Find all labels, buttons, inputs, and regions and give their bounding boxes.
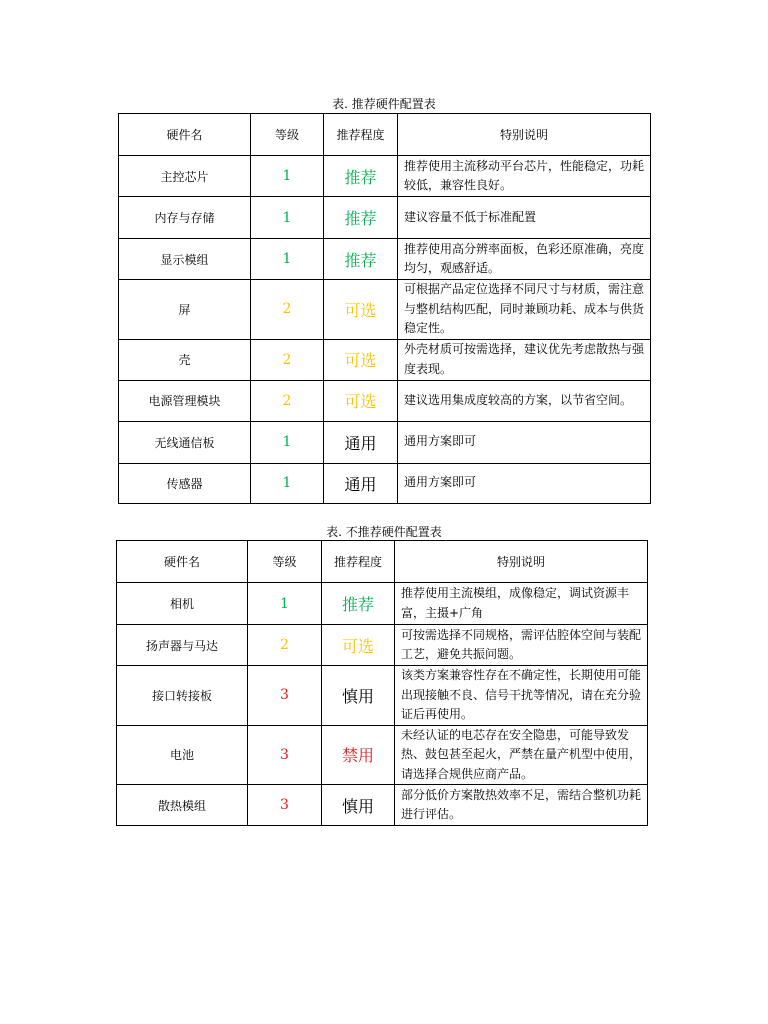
header-hardware-name: 硬件名: [119, 114, 251, 156]
recommended-hardware-table: [118, 113, 651, 504]
hardware-name-cell: 散热模组: [117, 785, 248, 826]
table1-caption: 表. 推荐硬件配置表: [332, 97, 436, 111]
table-row: [119, 380, 651, 421]
header-recommendation: 推荐程度: [322, 541, 395, 583]
header-level: 等级: [248, 541, 322, 583]
level-cell: 3: [248, 785, 322, 826]
notes-cell: 推荐使用主流移动平台芯片，性能稳定，功耗较低，兼容性良好。: [398, 156, 651, 197]
header-hardware-name: 硬件名: [117, 541, 248, 583]
hardware-name-cell: 屏: [119, 280, 251, 340]
recommendation-tag: 通用: [324, 421, 398, 463]
recommendation-tag: 推荐: [324, 197, 398, 239]
level-cell: 1: [251, 239, 324, 280]
header-level: 等级: [251, 114, 324, 156]
table-row: [117, 625, 648, 666]
level-cell: 3: [248, 725, 322, 785]
hardware-name-cell: 壳: [119, 339, 251, 380]
level-cell: 2: [248, 625, 322, 666]
table-row: [119, 421, 651, 463]
table-row: [119, 463, 651, 503]
header-recommendation: 推荐程度: [324, 114, 398, 156]
hardware-name-cell: 电源管理模块: [119, 380, 251, 421]
notes-cell: 建议容量不低于标准配置: [398, 197, 651, 239]
notes-cell: 通用方案即可: [398, 421, 651, 463]
hardware-name-cell: 无线通信板: [119, 421, 251, 463]
header-notes: 特别说明: [398, 114, 651, 156]
recommendation-tag: 可选: [324, 280, 398, 340]
level-cell: 3: [248, 666, 322, 726]
level-cell: 2: [251, 339, 324, 380]
recommendation-tag: 通用: [324, 463, 398, 503]
table-row: [117, 666, 648, 726]
notes-cell: 部分低价方案散热效率不足，需结合整机功耗进行评估。: [395, 785, 648, 826]
hardware-name-cell: 接口转接板: [117, 666, 248, 726]
recommendation-tag: 禁用: [322, 725, 395, 785]
table-row: [119, 239, 651, 280]
notes-cell: 通用方案即可: [398, 463, 651, 503]
level-cell: 1: [251, 463, 324, 503]
level-cell: 1: [251, 156, 324, 197]
level-cell: 1: [251, 421, 324, 463]
table-row: [119, 156, 651, 197]
table1-body: [119, 156, 651, 504]
hardware-name-cell: 传感器: [119, 463, 251, 503]
recommendation-tag: 可选: [324, 380, 398, 421]
notes-cell: 外壳材质可按需选择，建议优先考虑散热与强度表现。: [398, 339, 651, 380]
notes-cell: 推荐使用主流模组，成像稳定，调试资源丰富，主摄+广角: [395, 583, 648, 625]
table2-caption: 表. 不推荐硬件配置表: [326, 525, 442, 539]
table-row: [119, 339, 651, 380]
hardware-name-cell: 电池: [117, 725, 248, 785]
hardware-name-cell: 内存与存储: [119, 197, 251, 239]
recommendation-tag: 可选: [324, 339, 398, 380]
notes-cell: 可按需选择不同规格，需评估腔体空间与装配工艺，避免共振问题。: [395, 625, 648, 666]
hardware-name-cell: 相机: [117, 583, 248, 625]
table2-body: [117, 583, 648, 826]
recommendation-tag: 推荐: [324, 239, 398, 280]
hardware-name-cell: 主控芯片: [119, 156, 251, 197]
header-notes: 特别说明: [395, 541, 648, 583]
level-cell: 1: [251, 197, 324, 239]
notes-cell: 该类方案兼容性存在不确定性，长期使用可能出现接触不良、信号干扰等情况，请在充分验证后再使用。: [395, 666, 648, 726]
level-cell: 2: [251, 280, 324, 340]
notes-cell: 推荐使用高分辨率面板，色彩还原准确，亮度均匀，观感舒适。: [398, 239, 651, 280]
notes-cell: 未经认证的电芯存在安全隐患，可能导致发热、鼓包甚至起火，严禁在量产机型中使用，请选择合规供应商产品。: [395, 725, 648, 785]
table-row: [119, 280, 651, 340]
hardware-name-cell: 显示模组: [119, 239, 251, 280]
level-cell: 1: [248, 583, 322, 625]
not-recommended-hardware-table: [116, 540, 648, 826]
table-row: [117, 725, 648, 785]
recommendation-tag: 慎用: [322, 785, 395, 826]
table-row: [117, 785, 648, 826]
table-row: [117, 583, 648, 625]
notes-cell: 可根据产品定位选择不同尺寸与材质，需注意与整机结构匹配，同时兼顾功耗、成本与供货稳定性。: [398, 280, 651, 340]
recommendation-tag: 推荐: [322, 583, 395, 625]
recommendation-tag: 慎用: [322, 666, 395, 726]
hardware-name-cell: 扬声器与马达: [117, 625, 248, 666]
level-cell: 2: [251, 380, 324, 421]
recommendation-tag: 可选: [322, 625, 395, 666]
notes-cell: 建议选用集成度较高的方案，以节省空间。: [398, 380, 651, 421]
table-row: [119, 197, 651, 239]
recommendation-tag: 推荐: [324, 156, 398, 197]
